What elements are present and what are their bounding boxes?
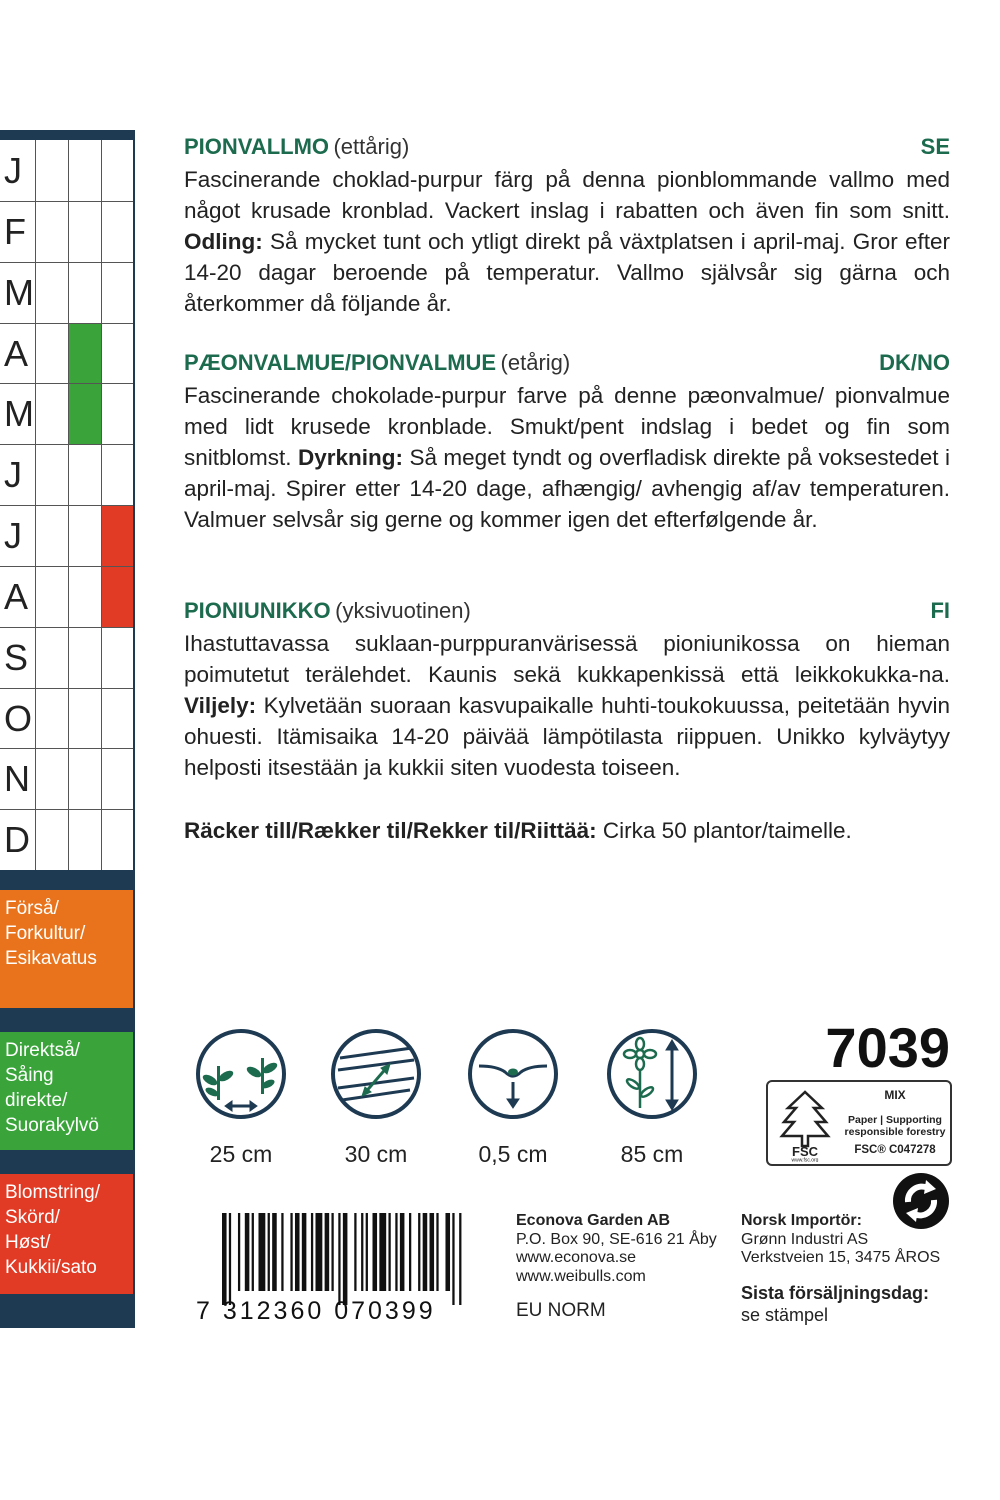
calendar-cell [68,627,101,688]
barcode-bar [222,1213,227,1305]
company-info [516,1212,717,1286]
legend-bloom: Blomstring/ Skörd/ Høst/ Kukkii/sato [0,1174,133,1294]
section-title: PIONIUNIKKO [184,598,331,623]
barcode-bar [366,1213,368,1291]
barcode-bar [379,1213,386,1291]
barcode-bar [238,1213,240,1291]
calendar-month-letter: S [4,636,29,678]
calendar-cell [101,201,133,262]
calendar-grid-line [0,323,133,324]
barcode-bar [459,1213,461,1305]
section-description: Ihastuttavassa suklaan-purppuranvärisessä pioniunikossa on hieman poimutetut terälehdet. Kaunis sekä kukkapenkissä että leikkokukka-na. Viljely: Kylvetään suoraan kasvupaikalle huhti-toukokuussa, peitetään hyvin ohuesti. Itämisaika 14-20 päivää lämpötilasta riippuen. Unikko kylväytyy helposti itsestään ja kukkii siten vuodesta toiseen. [184,631,950,780]
barcode-bar [290,1213,292,1291]
sowing-depth [458,1028,568,1168]
calendar-grid-line [0,201,133,202]
calendar-cell [101,688,133,749]
barcode-bar [268,1213,270,1291]
cultivation-label: Odling: [184,229,263,254]
barcode-bar [409,1213,411,1291]
legend-pre-sow: Förså/ Forkultur/ Esikavatus [0,890,133,1008]
section-description: Fascinerande chokolade-purpur farve på denne pæonvalmue/ pionvalmue med lidt krusede kronblade. Smukt/pent indslag i bedet og fin som snitblomst. Dyrkning: Så meget tyndt og overfladisk direkte på voksestedet i april-maj. Spirer etter 14-20 dage, afhængig/ avhengig af/av temperaturen. Valmuer selvsår sig gerne og kommer igen det efterfølgende år. [184,383,950,532]
calendar-month-letter: M [4,271,34,313]
barcode-bar [418,1213,420,1291]
barcode-bar [245,1213,250,1291]
calendar-grid-line [0,383,133,384]
calendar-month-letter: F [4,210,26,252]
row-spacing-label: 30 cm [344,1141,408,1167]
calendar-month-letter: A [4,575,29,617]
language-code: FI [930,598,950,623]
barcode-bars [222,1213,466,1305]
company-web: www.econova.se [516,1249,637,1266]
company-web: www.weibulls.com [516,1267,646,1285]
barcode-bar [445,1213,450,1291]
calendar-cell [68,323,101,384]
calendar-month-letter: J [4,515,22,556]
calendar-cell [35,688,68,749]
calendar-right-border [133,130,135,1328]
fsc-mix: MIX [884,1088,906,1102]
company-name: Econova Garden AB [516,1212,671,1229]
eu-norm: EU NORM [516,1300,606,1321]
last-sale-date [741,1282,929,1326]
plant-spacing [186,1028,296,1168]
barcode-bar [452,1213,454,1305]
barcode-bar [252,1213,254,1291]
calendar-cell [101,444,133,505]
barcode-bar [229,1213,231,1305]
calendar-cell [101,505,133,566]
calendar-grid-line [0,262,133,263]
calendar-month-letter: J [4,150,22,191]
section-header [184,596,950,628]
barcode-bar [272,1213,277,1291]
calendar-cell [35,444,68,505]
cultivation-label: Dyrkning: [297,445,403,470]
calendar-cell [35,262,68,323]
calendar-cell [35,201,68,262]
barcode-bar [331,1213,333,1291]
calendar-cell [35,140,68,201]
section-subtitle: (etårig) [500,350,571,375]
plant-spacing-icon [195,1028,287,1120]
calendar-month-row [0,262,133,323]
importer-label: Norsk Importör: [741,1212,862,1229]
calendar-cell [68,262,101,323]
calendar-month-row [0,566,133,627]
barcode-bar [338,1213,340,1305]
calendar-cell [68,688,101,749]
last-sale-label: Sista försäljningsdag: [741,1283,930,1303]
barcode-bar [315,1213,322,1291]
barcode-bar [388,1213,390,1291]
barcode-bar [325,1213,330,1291]
calendar-cell [35,383,68,444]
plant-height-label: 85 cm [620,1141,684,1167]
row-spacing [321,1028,431,1168]
calendar-month-row [0,505,133,566]
calendar-cell [35,627,68,688]
barcode-bar [423,1213,428,1291]
calendar-cell [35,566,68,627]
calendar-cell [68,383,101,444]
barcode-bar [343,1213,348,1305]
calendar-cell [101,383,133,444]
calendar-month-letter: A [4,332,29,374]
barcode [196,1213,468,1323]
importer-info [741,1212,940,1268]
barcode-bar [354,1213,356,1291]
legend-separator [0,1150,133,1174]
row-spacing-icon [330,1028,422,1120]
calendar-cell [101,627,133,688]
barcode-bar [436,1213,438,1291]
calendar-month-row [0,688,133,749]
section-header [184,132,950,164]
sowing-calendar [0,130,135,1328]
language-code: SE [920,134,950,159]
calendar-cell [101,566,133,627]
calendar-month-row [0,627,133,688]
plant-spacing-label: 25 cm [209,1141,273,1167]
barcode-bar [302,1213,307,1291]
calendar-month-letter: M [4,393,34,435]
importer-address: Verkstveien 15, 3475 ÅROS [741,1249,941,1266]
calendar-cell [101,748,133,809]
calendar-month-row [0,383,133,444]
svg-text:FSC: FSC [792,1144,818,1159]
barcode-bar [311,1213,313,1291]
section-swedish [184,132,950,319]
calendar-month-letter: O [4,697,33,739]
yield-info [184,815,950,846]
last-sale-value: se stämpel [741,1305,829,1325]
calendar-month-letter: D [4,819,30,861]
calendar-month-row [0,444,133,505]
calendar-cell [68,505,101,566]
calendar-cell [35,505,68,566]
product-number: 7039 [825,1016,950,1079]
fsc-label [766,1080,952,1166]
calendar-month-row [0,748,133,809]
calendar-month-row [0,323,133,384]
section-title: PIONVALLMO [184,134,330,159]
calendar-month-letter: J [4,454,22,496]
fsc-description: Paper | Supporting responsible forestry [844,1114,946,1138]
calendar-cell [68,748,101,809]
calendar-cell [68,809,101,870]
legend-separator [0,1008,133,1032]
barcode-bar [400,1213,405,1291]
barcode-bar [395,1213,397,1291]
calendar-grid-line [0,688,133,689]
barcode-bar [430,1213,435,1291]
calendar-cell [35,809,68,870]
calendar-grid-line [0,566,133,567]
calendar-grid-line [0,627,133,628]
calendar-month-row [0,809,133,870]
section-danish-norwegian [184,348,950,535]
company-address: P.O. Box 90, SE-616 21 Åby [516,1230,717,1248]
calendar-cell [35,748,68,809]
calendar-month-row [0,140,133,201]
barcode-bar [373,1213,378,1291]
calendar-footer-bar [0,1294,135,1328]
fsc-code: FSC® C047278 [854,1144,936,1156]
yield-value: Cirka 50 plantor/taimelle. [596,818,852,843]
calendar-grid-line [0,505,133,506]
plant-height-icon [606,1028,698,1120]
section-title: PÆONVALMUE/PIONVALMUE [184,350,497,375]
section-header [184,348,950,380]
calendar-bottom-bar [0,870,133,890]
importer-name: Grønn Industri AS [741,1230,869,1248]
calendar-top-bar [0,130,135,140]
yield-label: Räcker till/Rækker til/Rekker til/Riittää: [184,818,597,843]
calendar-cell [68,566,101,627]
calendar-cell [35,323,68,384]
calendar-month-letter: N [4,758,30,800]
barcode-bar [361,1213,363,1291]
language-code: DK/NO [879,350,950,375]
legend-direct-sow: Direktså/ Såing direkte/ Suorakylvö [0,1032,133,1150]
section-subtitle: (yksivuotinen) [335,598,471,623]
calendar-cell [68,444,101,505]
barcode-bar [258,1213,265,1291]
sowing-depth-label: 0,5 cm [478,1141,548,1167]
barcode-bar [295,1213,300,1291]
calendar-cell [101,140,133,201]
calendar-grid-line [0,809,133,810]
calendar-cell [101,809,133,870]
cultivation-label: Viljely: [184,693,257,718]
calendar-cell [101,323,133,384]
section-subtitle: (ettårig) [333,134,410,159]
sowing-depth-icon [467,1028,559,1120]
plant-height [597,1028,707,1168]
svg-text:www.fsc.org: www.fsc.org [791,1157,819,1162]
calendar-cell [101,262,133,323]
barcode-number: 7 312360 070399 [196,1297,436,1325]
calendar-cell [68,140,101,201]
section-description: Fascinerande choklad-purpur färg på denna pionblommande vallmo med något krusade kronblad. Vackert inslag i rabatten och även fin som snitt. Odling: Så mycket tunt och ytligt direkt på växtplatsen i april-maj. Gror efter 14-20 dagar beroende på temperatur. Vallmo självsår sig gärna och återkommer då följande år. [184,167,950,316]
calendar-grid-line [0,748,133,749]
barcode-bar [281,1213,283,1291]
calendar-cell [68,201,101,262]
section-finnish [184,596,950,783]
fsc-tree-icon [776,1086,834,1162]
calendar-grid-line [0,444,133,445]
calendar-month-row [0,201,133,262]
